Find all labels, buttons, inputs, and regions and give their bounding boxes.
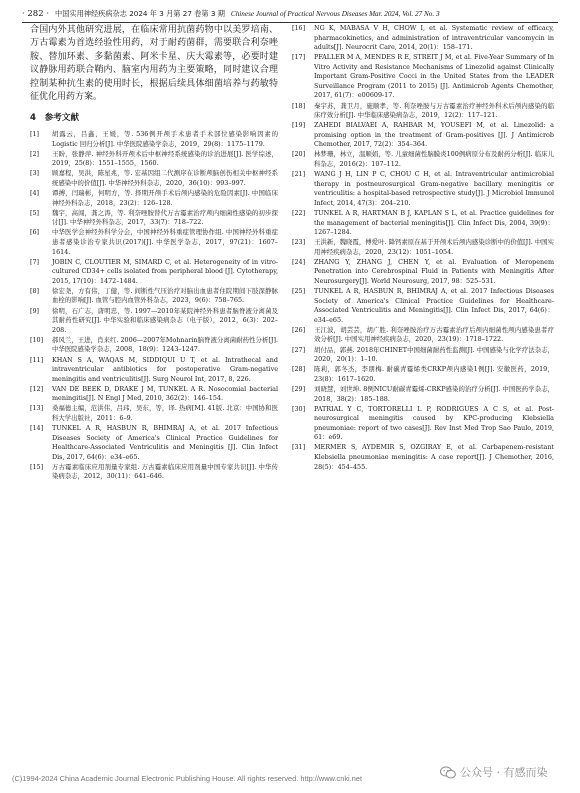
reference-item [292, 53, 554, 101]
reference-item [30, 189, 278, 208]
reference-number: [22] [292, 208, 306, 217]
reference-item [30, 130, 278, 149]
reference-number: [14] [30, 424, 44, 433]
reference-text: KHAN S A, WAQAS M, SIDDIQUI U T, et al. Intrathecal and intraventricular antibiotics for postoperative Gram-negative meningitis and ventriculitis[J]. Surg Neurol Int, 2017, 8, 226. [52, 355, 278, 383]
wechat-watermark [440, 764, 548, 780]
reference-item [292, 258, 554, 287]
reference-text: PFALLER M A, MENDES R E, STREIT J M, et al. Five-Year Summary of In Vitro Activity and Resistance Mechanisms of Linezolid against Clinically Important Gram-Positive Cocci in the United States from the LEADER Surveillance Program (2011 to 2015) [J]. Antimicrob Agents Chemother, 2017, 61(7)：e00609-17. [314, 53, 554, 100]
reference-text: 林梦珊，林立，温顺娟，等. 儿童细菌性脑膜炎100例病原分布及耐药分析[J]. 临床儿科杂志，2016(2)：107–112. [314, 150, 554, 169]
reference-text: 顾嘉程，吴洪，陈星兆，等. 宏基因组二代测序在诊断颅脑创伤相关中枢神经系统感染中的价值[J]. 中华神经外科杂志，2020，36(10)：993–997. [52, 169, 278, 187]
reference-text: 谭搏，闫瑞彬，何明方，等. 择期开颅手术后颅内感染的危险因素[J]. 中国临床神经外科杂志，2018，23(2)：126–128. [52, 189, 278, 207]
reference-number: [31] [292, 443, 306, 452]
journal-title-en: Chinese Journal of Practical Nervous Diseases Mar. 2024, Vol. 27 No. 3 [230, 10, 440, 18]
reference-text: TUNKEL A R, HASBUN R, BHIMRAJ A, et al. 2017 Infectious Diseases Society of America's Clinical Practice Guidelines for Healthcare-Associated Ventriculitis and Meningitis [J]. Clin Infect Dis, 2017, 64(6)：e34–e65. [52, 424, 278, 461]
reference-number: [24] [292, 257, 306, 266]
reference-number: [3] [30, 169, 40, 178]
reference-text: 秦宇苏，龚卫月，施顺孝，等. 利奈唑胺与万古霉素治疗神经外科术后颅内感染的临床疗效分析[J]. 中华临床感染病杂志，2019，12(2)：117–121. [314, 101, 554, 120]
reference-item [30, 385, 278, 404]
reference-text: MERMER S, AYDEMIR S, OZGIRAY E, et al. Carbapenem-resistant Klebsiella pneumoniae meningitis: A case report[J]. J Chemother, 2016, 28(5)：454–455. [314, 443, 554, 471]
reference-list-right [292, 24, 554, 472]
reference-text: 徐明，石广志，唐明忠，等. 1997—2010年某院神经外科患者脑脊液分离菌及其耐药性研究[J]. 中华实验和临床感染病杂志（电子版），2012，6(3)：202–208. [52, 306, 278, 334]
reference-number: [23] [292, 238, 306, 247]
reference-text: 桑福德主编，范洪伟，吕玮，吴东，等，译. 热病[M]. 41版. 北京：中国协和医科大学出版社，2011：6–9. [52, 404, 278, 422]
reference-text: 魏宇，高闯，龚之涛，等. 利奈唑胺替代万古霉素治疗颅内细菌性感染的初步探讨[J]. 中华神经外科杂志，2017，33(7)：718–722. [52, 208, 278, 227]
reference-number: [27] [292, 345, 306, 354]
reference-item [292, 385, 554, 404]
reference-item [30, 336, 278, 355]
reference-item [30, 287, 278, 306]
reference-number: [29] [292, 384, 306, 393]
reference-item [292, 365, 554, 384]
reference-text: VAN DE BEEK D, DRAKE J M, TUNKEL A R. Nosocomial bacterial meningitis[J]. N Engl J Med, 2010, 362(2)：146–154. [52, 384, 278, 403]
reference-item [292, 443, 554, 472]
wechat-icon [440, 766, 456, 779]
reference-number: [11] [30, 355, 44, 364]
reference-text: 刘晓慧，刘世坤. 8例NICU耐碳青霉烯-CRKP感染的治疗分析[J]. 中国医药学杂志，2018，38(2)：185–188. [314, 384, 554, 403]
reference-text: TUNKEL A R, HASBUN R, BHIMRAJ A, et al. 2017 Infectious Diseases Society of America's Clinical Practice Guidelines for Healthcare-Associated Ventriculitis and Meningitis[J]. Clin Infect Dis, 2017, 64(6)：e34–e65. [314, 287, 554, 324]
references-heading: 4 参考文献 [30, 113, 79, 124]
reference-text: ZHANG Y, ZHANG J, CHEN Y, et al. Evaluation of Meropenem Penetration into Cerebrospinal Fluid in Patients with Meningitis After Neurosurgery[J]. World Neurosurg, 2017, 98：525–531. [314, 257, 554, 285]
left-column [30, 24, 278, 483]
reference-number: [17] [292, 53, 306, 62]
reference-text: TUNKEL A R, HARTMAN B J, KAPLAN S L, et al. Practice guidelines for the management of bacterial meningitis[J]. Clin Infect Dis, 2004, 39(9)：1267–1284. [314, 208, 554, 237]
page-number: · 282 · [22, 9, 50, 19]
reference-item [30, 463, 278, 482]
reference-text: 王洪新，魏晓霞，傅爱叶. 降钙素原在基于开颅术后颅内感染诊断中的价值[J]. 中国实用神经疾病杂志，2020，23(12)：1051–1054. [314, 238, 554, 256]
reference-number: [19] [292, 121, 306, 130]
reference-item [30, 307, 278, 336]
page-header [22, 6, 558, 23]
reference-number: [16] [292, 24, 306, 32]
reference-item [292, 405, 554, 443]
reference-number: [8] [30, 286, 40, 295]
copyright-footer: (C)1994-2024 China Academic Journal Electronic Publishing House. All rights reserved. http://www.cnki.net [12, 774, 362, 783]
reference-text: 徐宏尧，方有伟，丁健，等. 间断性气压治疗对脑出血患者住院期间下肢深静脉血栓的影响[J]. 血管与腔内血管外科杂志，2023，9(6)：758–765. [52, 286, 278, 305]
reference-number: [4] [30, 189, 40, 198]
reference-text: 王盼，张静萍. 神经外科开颅术后中枢神经系统感染的诊治进展[J]. 医学综述，2019，25(8)：1551–1555，1560. [52, 149, 278, 168]
reference-number: [30] [292, 404, 306, 413]
reference-number: [2] [30, 149, 40, 158]
reference-number: [15] [30, 462, 44, 471]
reference-text: ZAHEDI BIALVAEI A, RAHBAR M, YOUSEFI M, et al. Linezolid: a promising option in the treatment of Gram-positives [J]. J Antimicrob Chemother, 2017, 72(2)：354–364. [314, 121, 554, 149]
reference-item [292, 170, 554, 208]
reference-text: 中华医学会神经外科学分会，中国神经外科重症管理协作组. 中国神经外科重症患者感染诊治专家共识(2017)[J]. 中华医学杂志，2017，97(21)：1607–1614. [52, 228, 278, 256]
reference-item [30, 150, 278, 169]
reference-item [30, 228, 278, 257]
reference-number: [9] [30, 306, 40, 315]
reference-text: 万古霉素临床应用剂量专家组. 万古霉素临床应用剂量中国专家共识[J]. 中华传染病杂志，2012，30(11)：641–646. [52, 462, 278, 481]
reference-item [292, 326, 554, 345]
reference-text: 胡付品，郭燕. 2018年CHINET中国细菌耐药性监测[J]. 中国感染与化学疗法杂志，2020，20(1)：1–10. [314, 345, 554, 364]
reference-item [292, 287, 554, 325]
reference-number: [1] [30, 129, 40, 138]
reference-item [292, 24, 554, 53]
reference-item [292, 121, 554, 150]
reference-item [30, 356, 278, 385]
watermark-text: 公众号 · 有感而染 [460, 766, 548, 779]
reference-text: 陈莉，郭冬杰，李朋梅. 耐碳青霉烯类CRKP颅内感染1例[J]. 安徽医药，2019，23(8)：1617–1620. [314, 365, 554, 383]
reference-number: [7] [30, 257, 40, 266]
reference-item [30, 258, 278, 287]
reference-item [30, 209, 278, 228]
reference-number: [25] [292, 287, 306, 296]
reference-item [30, 424, 278, 462]
reference-text: 胡露云，吕鑫，王媛，等. 536例开颅手术患者手术部位感染影响因素的 Logistic 回归分析[J]. 中华医院感染学杂志，2019，29(8)：1175–1179. [52, 129, 278, 148]
reference-number: [20] [292, 150, 306, 159]
reference-text: WANG J H, LIN P C, CHOU C H, et al. Intraventricular antimicrobial therapy in postneurosurgical Gram-negative bacillary meningitis or ventriculitis: a hospital-based retrospective study[J]. J Microbiol Immunol Infect, 2014, 47(3)：204–210. [314, 170, 554, 207]
reference-text: 郝风兰，王进，肖来红. 2006—2007年Mohnarin脑脊液分离菌耐药性分析[J]. 中华医院感染学杂志，2008，18(9)：1243–1247. [52, 335, 278, 354]
reference-number: [12] [30, 384, 44, 393]
reference-number: [13] [30, 404, 44, 413]
reference-number: [6] [30, 228, 40, 237]
journal-title-cn: 中国实用神经疾病杂志 2024 年 3 月第 27 卷第 3 期 [55, 9, 225, 18]
reference-text: PATRIAL Y C, TORTORELLI L P, RODRIGUES A C S, et al. Post-neurosurgical meningitis caused by KPC-producing Klebsiella pneumoniae: report of two cases[J]. Rev Inst Med Trop Sao Paulo, 2019, 61：e69. [314, 404, 554, 442]
reference-item [30, 404, 278, 423]
reference-text: 王江波，胡芸芸，胡广胜. 利奈唑胺治疗万古霉素治疗后颅内细菌性颅内感染患者疗效分析[J]. 中国实用神经疾病杂志，2020，23(19)：1718–1722. [314, 325, 554, 344]
reference-text: NG K, MABASA V H, CHOW I, et al. Systematic review of efficacy, pharmacokinetics, and administration of intraventricular vancomycin in adults[J]. Neurocrit Care, 2014, 20(1)：158–171. [314, 24, 554, 52]
reference-number: [10] [30, 335, 44, 344]
conclusion-paragraph: 合国内外其他研究进展，在临床常用抗菌药物中以美罗培南、万古霉素为首选经验性用药，对于耐药菌群，需要联合利奈唑胺、替加环素、多黏菌素、阿米卡星、庆大霉素等，必要时建议静脉用药联合鞘内、脑室内用药为主要策略，同时建议合理控制某种抗生素的使用时长，根据后续具体细菌培养与药敏特征优化用药方案。 [30, 25, 278, 103]
reference-text: JOBIN C, CLOUTIER M, SIMARD C, et al. Heterogeneity of in vitro-cultured CD34+ cells isolated from peripheral blood [J]. Cytotherapy, 2015, 17(10)：1472–1484. [52, 257, 278, 285]
reference-list-left [30, 130, 278, 482]
reference-item [292, 346, 554, 365]
reference-item [30, 169, 278, 188]
reference-item [292, 150, 554, 169]
reference-number: [5] [30, 208, 40, 217]
reference-item [292, 102, 554, 121]
reference-number: [18] [292, 101, 306, 110]
reference-item [292, 238, 554, 257]
right-column [292, 24, 554, 473]
reference-number: [26] [292, 325, 306, 334]
reference-item [292, 209, 554, 238]
reference-number: [28] [292, 365, 306, 374]
reference-number: [21] [292, 170, 306, 179]
